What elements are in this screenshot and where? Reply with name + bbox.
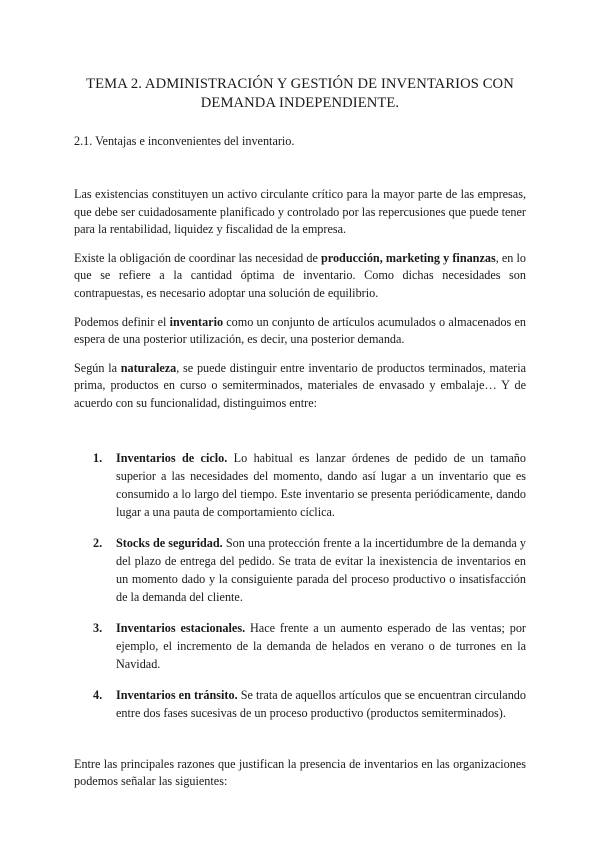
paragraph-2-bold: producción, marketing y finanzas [321,250,496,265]
paragraph-2-text-b: , en lo que se refiere a la cantidad óptima de inventario. Como dichas necesidades son contrapuestas, es necesario adoptar una solución de equilibrio. [74,250,526,300]
paragraph-4-text-b: , se puede distinguir entre inventario de productos terminados, materia prima, productos en curso o semiterminados, materiales de envasado y embalaje… Y de acuerdo con su funcionalidad, distinguimos entre: [74,360,526,410]
list-number: 4. [93,687,103,702]
paragraph-3-text-b: como un conjunto de artículos acumulados o almacenados en espera de una posterior utilización, es decir, una posterior demanda. [74,314,526,347]
list-text: Lo habitual es lanzar órdenes de pedido de un tamaño superior a las necesidades del momento, dando así lugar a un inventario que es consumido a lo largo del tiempo. Este inventario se presenta periódicamente, dando lugar a una pauta de comportamiento cíclica. [116,450,526,519]
paragraph-3-bold: inventario [169,314,224,329]
page-title: TEMA 2. ADMINISTRACIÓN Y GESTIÓN DE INVENTARIOS CON DEMANDA INDEPENDIENTE. [86,76,514,111]
list-term: Inventarios estacionales. [116,620,246,635]
paragraph-3-text-a: Podemos definir el [74,314,170,329]
paragraph-3 [74,314,526,349]
paragraph-2 [74,250,526,303]
list-item [93,686,526,722]
list-item [93,619,526,673]
list-text: Son una protección frente a la incertidumbre de la demanda y del plazo de entrega del pedido. Se trata de evitar la inexistencia de inventarios en un momento dado y la consiguiente parada del proceso productivo o insatisfacción de la demanda del cliente. [116,535,526,604]
list-number: 1. [93,450,103,465]
paragraph-4-text-a: Según la [74,360,121,375]
list-number: 2. [93,535,103,550]
paragraph-4 [74,360,526,413]
inventory-types-list [74,449,526,722]
list-number: 3. [93,620,103,635]
list-text: Se trata de aquellos artículos que se encuentran circulando entre dos fases sucesivas de un proceso productivo (productos semiterminados). [116,687,526,720]
paragraph-1: Las existencias constituyen un activo circulante crítico para la mayor parte de las empresas, que debe ser cuidadosamente planificado y controlado por las repercusiones que puede tener para la rentabilidad, liquidez y fiscalidad de la empresa. [74,187,526,237]
section-heading: 2.1. Ventajas e inconvenientes del inventario. [74,134,295,148]
closing-paragraph: Entre las principales razones que justifican la presencia de inventarios en las organizaciones podemos señalar las siguientes: [74,756,526,789]
list-item [93,534,526,606]
list-term: Inventarios de ciclo. [116,450,228,465]
list-text: Hace frente a un aumento esperado de las ventas; por ejemplo, el incremento de la demanda de helados en verano o de turrones en la Navidad. [116,620,526,671]
list-item [93,449,526,521]
list-term: Stocks de seguridad. [116,535,223,550]
paragraph-4-bold: naturaleza [120,360,177,375]
paragraph-2-text-a: Existe la obligación de coordinar las necesidad de [74,250,321,265]
list-term: Inventarios en tránsito. [116,687,238,702]
